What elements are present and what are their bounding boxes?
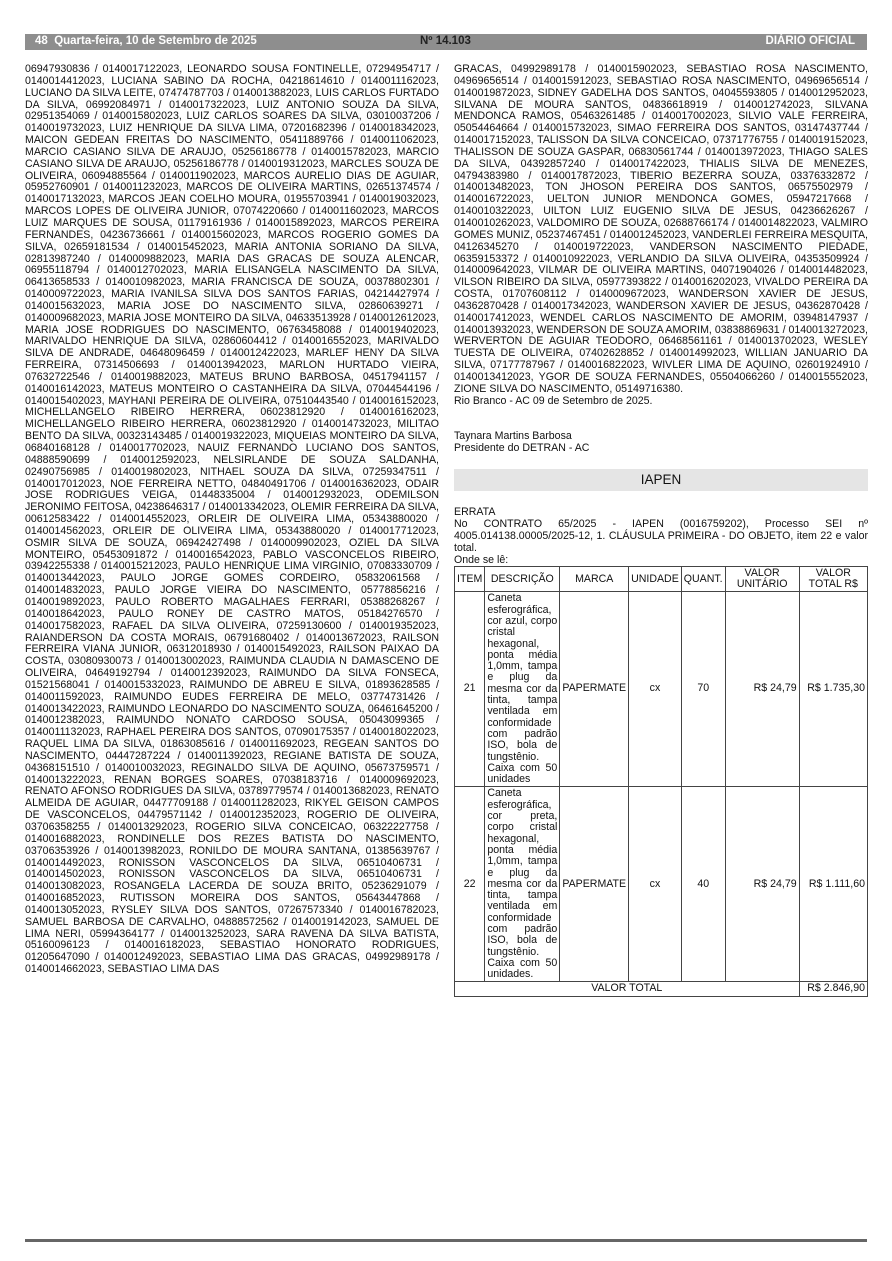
section-header-iapen: IAPEN [454, 469, 868, 491]
row-unit-value: R$ 24,79 [725, 592, 799, 787]
errata-text: No CONTRATO 65/2025 - IAPEN (0016759202), Processo SEI nº 4005.014138.00005/2025-12, 1. CLÁUSULA PRIMEIRA - DO OBJETO, item 22 e valor total. [454, 518, 868, 554]
left-column [25, 64, 439, 976]
signer-role: Presidente do DETRAN - AC [454, 442, 590, 455]
col-total-value: VALOR TOTAL R$ [799, 567, 867, 592]
footer-rule [25, 1239, 867, 1242]
col-brand: MARCA [560, 567, 629, 592]
errata-title: ERRATA [454, 506, 496, 519]
total-label: VALOR TOTAL [455, 982, 800, 997]
edition-number: Nº 14.103 [420, 35, 471, 47]
table-row [455, 787, 868, 982]
row-unit: cx [629, 787, 682, 982]
right-column [454, 64, 868, 997]
table-header-row [455, 567, 868, 592]
closing-date: Rio Branco - AC 09 de Setembro de 2025. [454, 394, 653, 407]
row-total-value: R$ 1.735,30 [799, 592, 867, 787]
header-date: Quarta-feira, 10 de Setembro de 2025 [54, 35, 257, 47]
row-unit-value: R$ 24,79 [725, 787, 799, 982]
items-table [454, 566, 868, 997]
row-brand: PAPERMATE [560, 592, 629, 787]
col-unit: UNIDADE [629, 567, 682, 592]
errata-where: Onde se lê: [454, 553, 509, 566]
table-total-row [455, 982, 868, 997]
col-item: ITEM [455, 567, 485, 592]
row-quantity: 70 [681, 592, 725, 787]
signer-name: Taynara Martins Barbosa [454, 430, 572, 443]
row-brand: PAPERMATE [560, 787, 629, 982]
col-description: DESCRIÇÃO [485, 567, 560, 592]
row-description: Caneta esferográfica, cor azul, corpo cristal hexagonal, ponta média 1,0mm, tampa e plug da mesma cor da tinta, tampa ventilada em conformidade com padrão ISO, bola de tungstênio. Caixa com 50 unidades [485, 592, 560, 787]
header-left [35, 35, 257, 47]
col-unit-value: VALOR UNITÁRIO [725, 567, 799, 592]
page-number: 48 [35, 35, 48, 47]
row-total-value: R$ 1.111,60 [799, 787, 867, 982]
row-quantity: 40 [681, 787, 725, 982]
publication-title: DIÁRIO OFICIAL [765, 35, 855, 47]
total-value: R$ 2.846,90 [799, 982, 867, 997]
page-header [25, 34, 867, 50]
name-list-right: GRACAS, 04992989178 / 0140015902023, SEBASTIAO ROSA NASCIMENTO, 04969656514 / 0140015912023, SEBASTIAO ROSA NASCIMENTO, 04969656514 / 0140019872023, SIDNEY GADELHA DOS SANTOS, 04045593805 / 0140012952023, SILVANA DE MOURA SANTOS, 04836618919 / 0140012742023, SILVANA MENDONCA RAMOS, 05463261485 / 0140017002023, SILVIO VALE FERREIRA, 05054464664 / 0140015732023, SIMAO FERREIRA DOS SANTOS, 03147437744 / 0140017152023, TALISSON DA SILVA CONCEICAO, 07371776755 / 0140019152023, THALISSON DE SOUZA GASPAR, 06830561744 / 0140013972023, THIAGO SALES DA SILVA, 04392857240 / 0140017422023, THIALIS SILVA DE MENEZES, 04794383980 / 0140017872023, TIBERIO BEZERRA SOUZA, 03376332872 / 0140013482023, TON JHOSON PEREIRA DOS SANTOS, 06575502979 / 0140016722023, UELTON JUNIOR MENDONCA GOMES, 05947217668 / 0140010322023, UILTON LUIZ EUGENIO SILVA DE JESUS, 04236626267 / 0140010262023, VALDOMIRO DE SOUZA, 02688766174 / 0140014822023, VALMIRO GOMES MUNIZ, 05237467451 / 0140012452023, VANDERLEI FERREIRA MESQUITA, 04126345270 / 0140019722023, VANDERSON NASCIMENTO PIEDADE, 06359153372 / 0140010922023, VERLANDIO DA SILVA OLIVEIRA, 04353509924 / 0140009642023, VILMAR DE OLIVEIRA MARTINS, 04071904026 / 0140014482023, VILSON RIBEIRO DA SILVA, 05977393822 / 0140016202023, VIVALDO PEREIRA DA COSTA, 01707608112 / 0140009672023, WANDERSON XAVIER DE JESUS, 04362870428 / 0140017342023, WANDERSON XAVIER DE JESUS, 04362870428 / 0140017412023, WENDEL CARLOS NASCIMENTO DE AMORIM, 03948147937 / 0140013932023, WENDERSON DE SOUZA AMORIM, 03838869631 / 0140013272023, WERVERTON DE AGUIAR TEODORO, 06468561161 / 0140013702023, WESLEY TUESTA DE OLIVEIRA, 07402628852 / 0140014992023, WILLIAN JANUARIO DA SILVA, 07177787967 / 0140016822023, WIVLER LIMA DE AQUINO, 02601924910 / 0140013412023, YGOR DE SOUZA FERNANDES, 05504066260 / 0140015552023, ZIONE SILVA DO NASCIMENTO, 05149716380. [454, 63, 868, 395]
table-row [455, 592, 868, 787]
row-item: 22 [455, 787, 485, 982]
row-item: 21 [455, 592, 485, 787]
row-unit: cx [629, 592, 682, 787]
name-list-left: 06947930836 / 0140017122023, LEONARDO SOUSA FONTINELLE, 07294954717 / 0140014412023, LUCIANA SABINO DA ROCHA, 04218614610 / 0140011162023, LUCIANO DA SILVA LEITE, 07474787703 / 0140013882023, LUIS CARLOS FURTADO DA SILVA, 06992084971 / 0140017322023, LUIZ ANTONIO SOUZA DA SILVA, 02951354069 / 0140015802023, LUIZ CARLOS SOARES DA SILVA, 03010037206 / 0140019732023, LUIZ HENRIQUE DA SILVA LIMA, 07201682396 / 0140018342023, MAICON GEDEAN FREITAS DO NASCIMENTO, 05411889766 / 0140011062023, MARCIO CASIANO SILVA DE ARAUJO, 05256186778 / 0140015782023, MARCIO CASIANO SILVA DE ARAUJO, 05256186778 / 0140019312023, MARCLES SOUZA DE OLIVEIRA, 06094885564 / 0140011902023, MARCOS AURELIO DIAS DE AGUIAR, 05952760901 / 0140011232023, MARCOS DE OLIVEIRA MARTINS, 02651374574 / 0140017132023, MARCOS JEAN COELHO MOURA, 01955703941 / 0140019032023, MARCOS LOPES DE OLIVEIRA JUNIOR, 07074220660 / 0140011602023, MARCOS LUIZ MARQUES DE SOUSA, 01179161936 / 0140015892023, MARCOS PEREIRA FERNANDES, 04236736661 / 0140015602023, MARCOS ROGERIO GOMES DA SILVA, 02659181534 / 0140015452023, MARIA ANTONIA SORIANO DA SILVA, 02813987240 / 0140009882023, MARIA DAS GRACAS DE SOUZA ALENCAR, 06955118794 / 0140012702023, MARIA ELISANGELA NASCIMENTO DA SILVA, 06413658533 / 0140010982023, MARIA FRANCISCA DE SOUZA, 00378802301 / 0140009722023, MARIA IVANILSA SILVA DOS SANTOS FARIAS, 04214427974 / 0140015632023, MARIA JOSE DO NASCIMENTO SILVA, 02860639271 / 0140009682023, MARIA JOSE MONTEIRO DA SILVA, 04633513928 / 0140012612023, MARIA JOSE RODRIGUES DO NASCIMENTO, 06763458088 / 0140019402023, MARIVALDO HENRIQUE DA SILVA, 02860604412 / 0140016552023, MARIVALDO SILVA DE ANDRADE, 04648096459 / 0140012422023, MARLEF HENY DA SILVA FERREIRA, 07314506693 / 0140013942023, MARLON HURTADO VIEIRA, 07632722546 / 0140019882023, MATEUS BRUNO BARBOSA, 04517941157 / 0140016142023, MATEUS MONTEIRO O CASTANHEIRA DA SILVA, 07044544196 / 0140015402023, MAYHANI PEREIRA DE OLIVEIRA, 07510443540 / 0140016152023, MICHELLANGELO RIBEIRO HERRERA, 06023812920 / 0140016162023, MICHELLANGELO RIBEIRO HERRERA, 06023812920 / 0140014732023, MILITAO BENTO DA SILVA, 00323143485 / 0140019322023, MIQUEIAS MONTEIRO DA SILVA, 06840168128 / 0140017702023, NAUIZ FERNANDO LUCIANO DOS SANTOS, 04888590699 / 0140012592023, NELSIRLANDE DE SOUZA SALDANHA, 02490756985 / 0140019802023, NITHAEL SOUZA DA SILVA, 07259347511 / 0140017012023, NOE FERREIRA NETTO, 04840491706 / 0140016362023, ODAIR JOSE RODRIGUES VEIGA, 01448335004 / 0140012932023, ODEMILSON JERONIMO FEITOSA, 04238646317 / 0140013342023, OLEMIR FERREIRA DA SILVA, 00612583422 / 0140014552023, ORLEIR DE OLIVEIRA LIMA, 05343880020 / 0140014562023, ORLEIR DE OLIVEIRA LIMA, 05343880020 / 0140017712023, OSMIR SILVA DE SOUZA, 06942427498 / 0140009902023, OZIEL DA SILVA MONTEIRO, 05453091872 / 0140016542023, PABLO VASCONCELOS RIBEIRO, 03942255338 / 0140015212023, PAULO HENRIQUE LIMA VIRGINIO, 07083330709 / 0140013442023, PAULO JORGE GOMES CORDEIRO, 05832061568 / 0140014832023, PAULO JORGE VIEIRA DO NASCIMENTO, 05778856216 / 0140019892023, PAULO ROBERTO MAGALHAES FERRARI, 05388268267 / 0140018642023, PAULO RONEY DE CASTRO MATOS, 05184276570 / 0140017582023, RAFAEL DA SILVA OLIVEIRA, 07259130600 / 0140019352023, RAIANDERSON DA COSTA MORAIS, 06791680402 / 0140013672023, RAILSON FERREIRA VIANA JUNIOR, 06312018930 / 0140015492023, RAILSON PAIXAO DA COSTA, 03080930073 / 0140013002023, RAIMUNDA CLAUDIA N DAMASCENO DE OLIVEIRA, 04649192794 / 0140012392023, RAIMUNDO DA SILVA FONSECA, 01521568041 / 0140015332023, RAIMUNDO DE ABREU E SILVA, 01893628585 / 0140011592023, RAIMUNDO EUDES FERREIRA DE MELO, 03774731426 / 0140013422023, RAIMUNDO LEONARDO DO NASCIMENTO SOUZA, 06461645200 / 0140012382023, RAIMUNDO NONATO CARDOSO SOUSA, 05043099365 / 0140011132023, RAPHAEL PEREIRA DOS SANTOS, 07090175357 / 0140018022023, RAQUEL LIMA DA SILVA, 01863085616 / 0140011692023, REGEAN SANTOS DO NASCIMENTO, 04447287224 / 0140011392023, REGIANE BATISTA DE SOUZA, 04368151510 / 0140010032023, REGINALDO SILVA DE AQUINO, 05673759571 / 0140013222023, RENAN BORGES SOARES, 07038183716 / 0140009692023, RENATO AFONSO RODRIGUES DA SILVA, 03789779574 / 0140013682023, RENATO ALMEIDA DE AGUIAR, 04477709188 / 0140011282023, RIKYEL GEISON CAMPOS DE VASCONCELOS, 04479571142 / 0140012352023, ROGERIO DE OLIVEIRA, 03706358255 / 0140013292023, ROGERIO SILVA CONCEICAO, 06322227758 / 0140016882023, RONDINELLE DOS REZES BATISTA DO NASCIMENTO, 03706353926 / 0140013982023, RONILDO DE MOURA SANTANA, 01385639767 / 0140014492023, RONISSON VASCONCELOS DA SILVA, 06510406731 / 0140014502023, RONISSON VASCONCELOS DA SILVA, 06510406731 / 0140013082023, ROSANGELA LACERDA DE SOUZA BRITO, 05236291079 / 0140016852023, RUTISSON MOREIRA DOS SANTOS, 05643447868 / 0140013052023, RYSLEY SILVA DOS SANTOS, 07267573340 / 0140016782023, SAMUEL BARBOSA DE CARVALHO, 04888572562 / 0140019142023, SAMUEL DE LIMA NERI, 05994364177 / 0140013252023, SARA RAVENA DA SILVA BATISTA, 05160096123 / 0140016182023, SEBASTIAO HONORATO RODRIGUES, 01205647090 / 0140012492023, SEBASTIAO LIMA DAS GRACAS, 04992989178 / 0140014662023, SEBASTIAO LIMA DAS [25, 63, 439, 976]
col-quantity: QUANT. [681, 567, 725, 592]
row-description: Caneta esferográfica, cor preta, corpo cristal hexagonal, ponta média 1,0mm, tampa e plug da mesma cor da tinta, tampa ventilada em conformidade com padrão ISO, bola de tungstênio. Caixa com 50 unidades. [485, 787, 560, 982]
